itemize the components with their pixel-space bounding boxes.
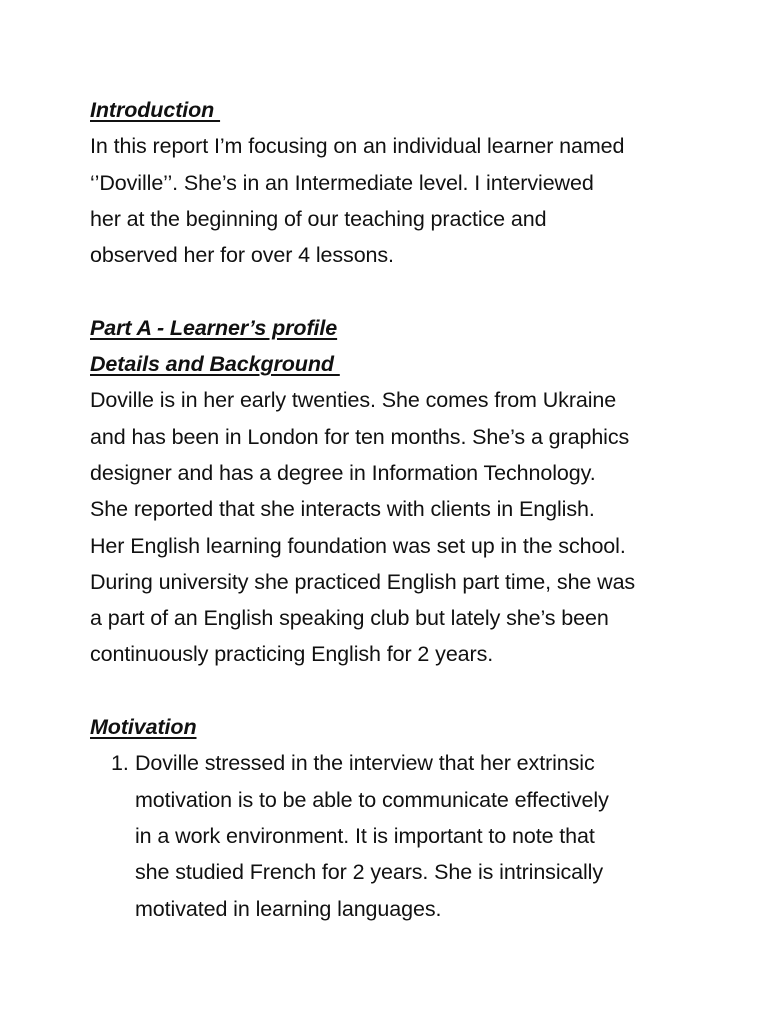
document-body (90, 92, 690, 927)
paragraph-line: designer and has a degree in Information Technology. (90, 460, 596, 485)
details-background-paragraph (90, 382, 690, 672)
paragraph-line: and has been in London for ten months. She’s a graphics (90, 424, 630, 449)
paragraph-line: Doville is in her early twenties. She comes from Ukraine (90, 388, 617, 413)
paragraph-line: a part of an English speaking club but lately she’s been (90, 606, 609, 631)
paragraph-line: She reported that she interacts with clients in English. (90, 497, 595, 522)
introduction-paragraph (90, 128, 690, 273)
paragraph-line: observed her for over 4 lessons. (90, 243, 394, 268)
paragraph-line: Her English learning foundation was set up in the school. (90, 533, 626, 558)
list-item-line: she studied French for 2 years. She is intrinsically (135, 860, 604, 885)
list-item-line: Doville stressed in the interview that her extrinsic (135, 751, 595, 776)
list-item-line: motivated in learning languages. (135, 896, 442, 921)
paragraph-line: In this report I’m focusing on an individual learner named (90, 134, 625, 159)
learner-profile-section (90, 310, 690, 673)
list-item (90, 745, 690, 926)
part-a-heading: Part A - Learner’s profile (90, 315, 338, 340)
paragraph-line: her at the beginning of our teaching practice and (90, 206, 547, 231)
details-background-heading: Details and Background (90, 352, 340, 377)
motivation-list (90, 745, 690, 926)
introduction-section (90, 92, 690, 273)
motivation-section (90, 709, 690, 927)
list-item-line: in a work environment. It is important to note that (135, 823, 595, 848)
paragraph-spacer (90, 673, 690, 709)
list-item-number: 1. (111, 751, 129, 776)
paragraph-line: continuously practicing English for 2 years. (90, 642, 494, 667)
list-item-line: motivation is to be able to communicate effectively (135, 787, 609, 812)
paragraph-line: ‘’Doville’’. She’s in an Intermediate level. I interviewed (90, 170, 594, 195)
introduction-heading: Introduction (90, 98, 221, 122)
motivation-heading: Motivation (90, 715, 197, 740)
paragraph-line: During university she practiced English part time, she was (90, 569, 636, 594)
paragraph-spacer (90, 273, 690, 309)
